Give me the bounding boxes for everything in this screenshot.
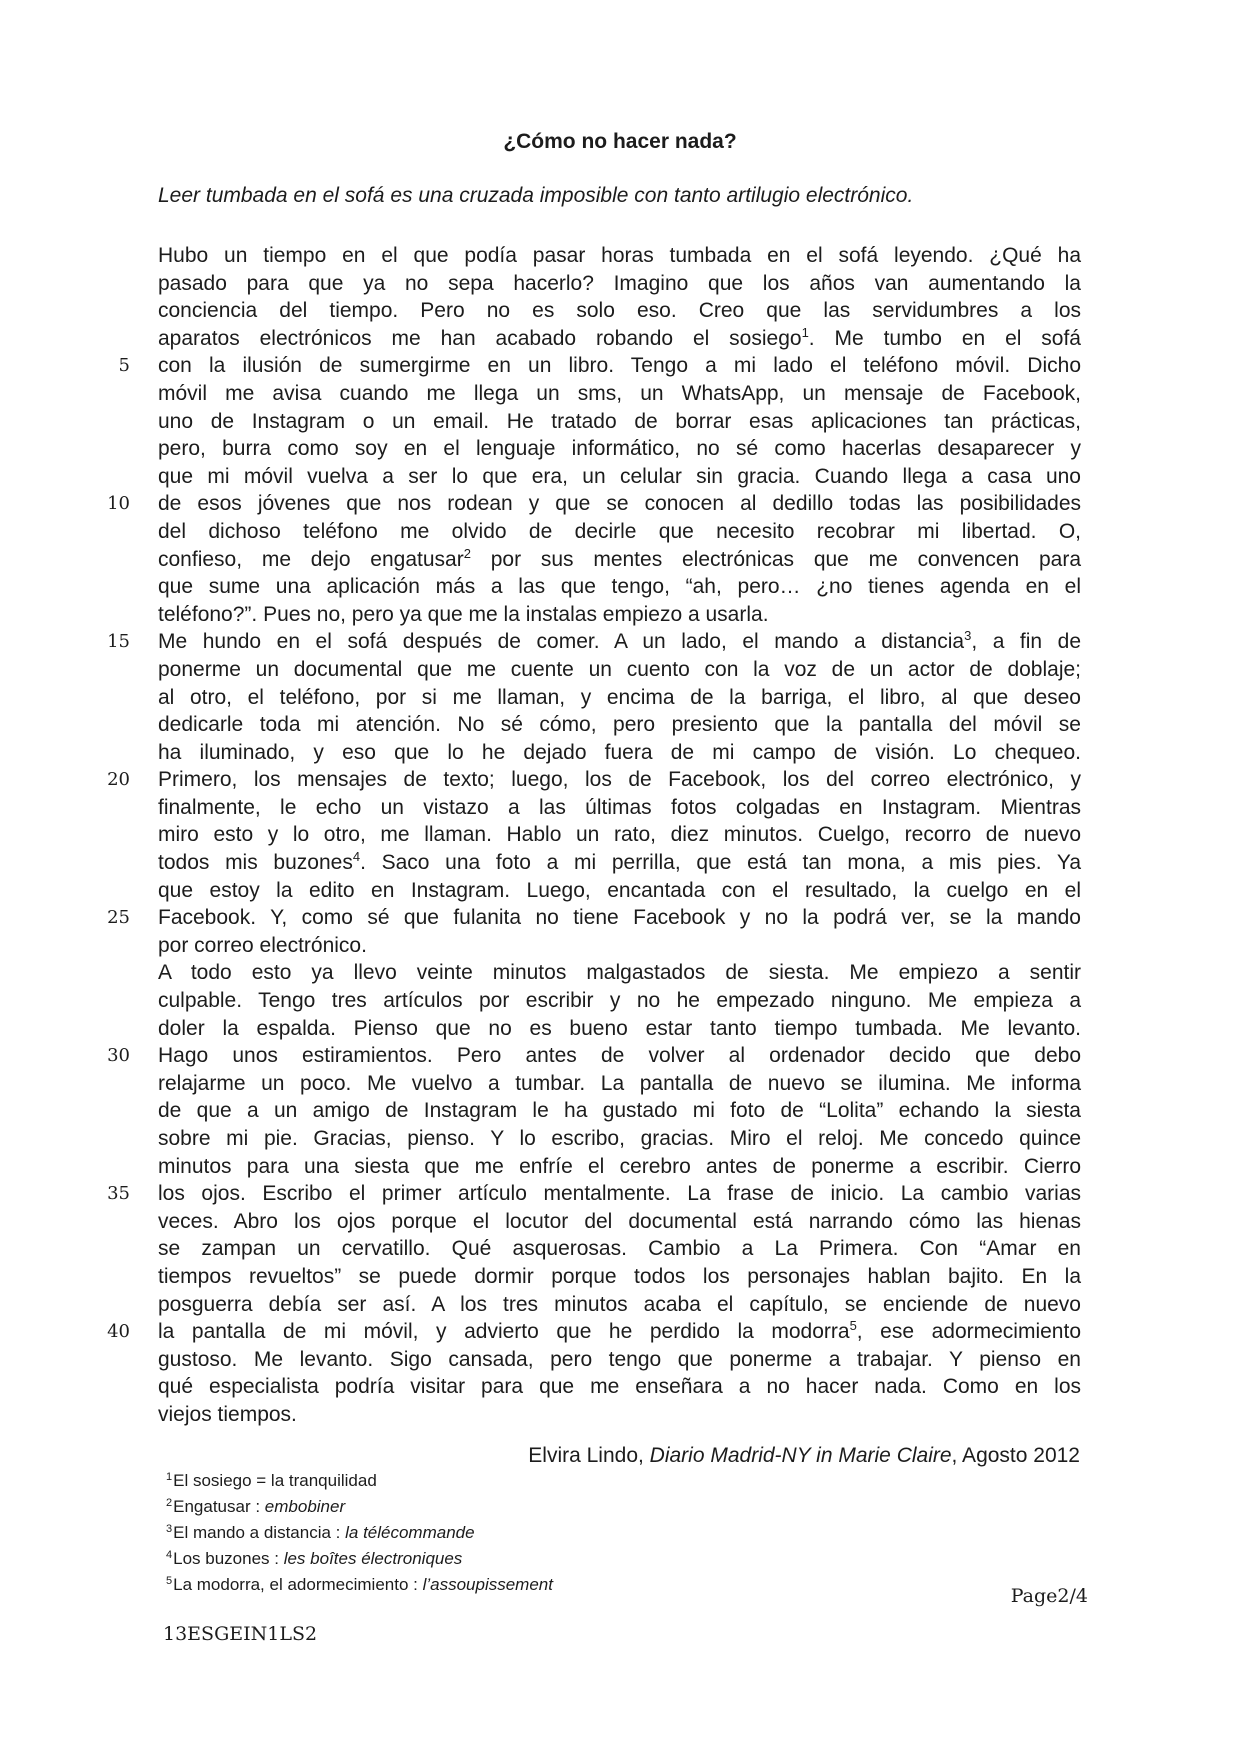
text-line: finalmente, le echo un vistazo a las últimas fotos colgadas en Instagram. Mientras (158, 795, 1081, 819)
footnote: $^2$Engatusar : embobiner (166, 1497, 346, 1516)
source-date: , Agosto 2012 (951, 1444, 1080, 1467)
source-author: Elvira Lindo, (528, 1444, 650, 1467)
text-line: aparatos electrónicos me han acabado robando el sosiego$^1$. Me tumbo en el sofá (158, 324, 1081, 350)
text-line: viejos tiempos. (158, 1402, 297, 1426)
footnote-ref: 1 (801, 324, 809, 340)
line-number: 40 (107, 1321, 130, 1343)
line-number: 15 (107, 631, 130, 653)
line-number: 30 (107, 1045, 130, 1067)
text-line: A todo esto ya llevo veinte minutos malgastados de siesta. Me empiezo a sentir (158, 961, 1081, 985)
text-line: pasado para que ya no sepa hacerlo? Imagino que los años van aumentando la (158, 271, 1081, 295)
text-line: posguerra debía ser así. A los tres minutos acaba el capítulo, se enciende de nuevo (158, 1292, 1081, 1316)
text-line: de que a un amigo de Instagram le ha gustado mi foto de “Lolita” echando la siesta (158, 1099, 1081, 1123)
article-title: ¿Cómo no hacer nada? (503, 130, 737, 153)
document-code: 13ESGEIN1LS2 (163, 1623, 318, 1645)
footnote: $^4$Los buzones : les boîtes électroniques (166, 1549, 463, 1568)
text-line: conciencia del tiempo. Pero no es solo eso. Creo que las servidumbres a los (158, 299, 1081, 323)
article-body (158, 242, 1081, 1429)
text-line: Hago unos estiramientos. Pero antes de volver al ordenador decido que debo (158, 1044, 1081, 1068)
text-line: veces. Abro los ojos porque el locutor del documental está narrando cómo las hienas (158, 1209, 1081, 1233)
text-line: uno de Instagram o un email. He tratado de borrar esas aplicaciones tan prácticas, (158, 409, 1081, 433)
text-line: Primero, los mensajes de texto; luego, los de Facebook, los del correo electrónico, y (158, 768, 1081, 792)
text-line: tiempos revueltos” se puede dormir porque todos los personajes hablan bajito. En la (158, 1264, 1081, 1288)
source-publication: Diario Madrid-NY in Marie Claire (649, 1444, 952, 1467)
footnote: $^1$El sosiego = la tranquilidad (166, 1471, 377, 1490)
footnote: $^5$La modorra, el adormecimiento : l’assoupissement (166, 1575, 553, 1594)
text-line: doler la espalda. Pienso que no es bueno estar tanto tiempo tumbada. Me levanto. (158, 1016, 1081, 1040)
text-line: Facebook. Y, como sé que fulanita no tiene Facebook y no la podrá ver, se la mando (158, 906, 1081, 930)
line-number: 10 (107, 493, 130, 515)
footnote: $^3$El mando a distancia : la télécommande (166, 1523, 475, 1542)
footnotes (166, 1466, 553, 1596)
footnote-ref: 3 (964, 628, 972, 644)
page-number: Page2/4 (1010, 1585, 1088, 1607)
footnote-ref: 2 (463, 545, 471, 561)
article-subtitle: Leer tumbada en el sofá es una cruzada imposible con tanto artilugio electrónico. (158, 184, 914, 207)
text-line: relajarme un poco. Me vuelvo a tumbar. La pantalla de nuevo se ilumina. Me informa (158, 1071, 1081, 1095)
text-line: miro esto y lo otro, me llaman. Hablo un rato, diez minutos. Cuelgo, recorro de nuevo (158, 823, 1081, 847)
text-line: los ojos. Escribo el primer artículo mentalmente. La frase de inicio. La cambio varias (158, 1182, 1081, 1206)
text-line: que sume una aplicación más a las que tengo, “ah, pero… ¿no tienes agenda en el (158, 575, 1081, 599)
text-line: Hubo un tiempo en el que podía pasar horas tumbada en el sofá leyendo. ¿Qué ha (158, 244, 1081, 267)
text-line: al otro, el teléfono, por si me llaman, y encima de la barriga, el libro, al que deseo (158, 685, 1081, 709)
text-line: confieso, me dejo engatusar$^2$ por sus mentes electrónicas que me convencen para (158, 545, 1081, 571)
text-line: gustoso. Me levanto. Sigo cansada, pero tengo que ponerme a trabajar. Y pienso en (158, 1347, 1081, 1371)
article-source (528, 1442, 1080, 1470)
text-line: del dichoso teléfono me olvido de decirle que necesito recobrar mi libertad. O, (158, 519, 1081, 543)
text-line: por correo electrónico. (158, 933, 367, 957)
text-line: con la ilusión de sumergirme en un libro. Tengo a mi lado el teléfono móvil. Dicho (158, 354, 1081, 378)
text-line: se zampan un cervatillo. Qué asquerosas. Cambio a La Primera. Con “Amar en (158, 1237, 1081, 1261)
text-line: ha iluminado, y eso que lo he dejado fuera de mi campo de visión. Lo chequeo. (158, 740, 1081, 764)
text-line: la pantalla de mi móvil, y advierto que he perdido la modorra$^5$, ese adormecimiento (158, 1318, 1081, 1344)
text-line: de esos jóvenes que nos rodean y que se conocen al dedillo todas las posibilidades (158, 492, 1081, 516)
text-line: teléfono?”. Pues no, pero ya que me la instalas empiezo a usarla. (158, 602, 769, 626)
line-number: 5 (118, 355, 130, 377)
line-number: 20 (107, 769, 130, 791)
line-number: 35 (107, 1183, 130, 1205)
text-line: móvil me avisa cuando me llega un sms, un WhatsApp, un mensaje de Facebook, (158, 381, 1081, 405)
text-line: dedicarle toda mi atención. No sé cómo, pero presiento que la pantalla del móvil se (158, 713, 1081, 737)
text-line: minutos para una siesta que me enfríe el cerebro antes de ponerme a escribir. Cierro (158, 1154, 1081, 1178)
text-line: todos mis buzones$^4$. Saco una foto a mi perrilla, que está tan mona, a mis pies. Ya (158, 849, 1081, 875)
text-line: Me hundo en el sofá después de comer. A un lado, el mando a distancia$^3$, a fin de (158, 628, 1081, 654)
footnote-ref: 4 (352, 849, 361, 865)
text-line: que mi móvil vuelva a ser lo que era, un celular sin gracia. Cuando llega a casa uno (158, 464, 1081, 488)
text-line: ponerme un documental que me cuente un cuento con la voz de un actor de doblaje; (158, 657, 1081, 681)
line-number-margin (90, 242, 130, 1346)
text-line: qué especialista podría visitar para que me enseñara a no hacer nada. Como en los (158, 1375, 1081, 1399)
text-line: sobre mi pie. Gracias, pienso. Y lo escribo, gracias. Miro el reloj. Me concedo quince (158, 1127, 1081, 1150)
footnote-ref: 5 (849, 1318, 857, 1334)
text-line: que estoy la edito en Instagram. Luego, encantada con el resultado, la cuelgo en el (158, 878, 1081, 902)
line-number: 25 (107, 907, 130, 929)
text-line: culpable. Tengo tres artículos por escribir y no he empezado ninguno. Me empieza a (158, 989, 1081, 1013)
text-line: pero, burra como soy en el lenguaje informático, no sé como hacerlas desaparecer y (158, 437, 1081, 461)
